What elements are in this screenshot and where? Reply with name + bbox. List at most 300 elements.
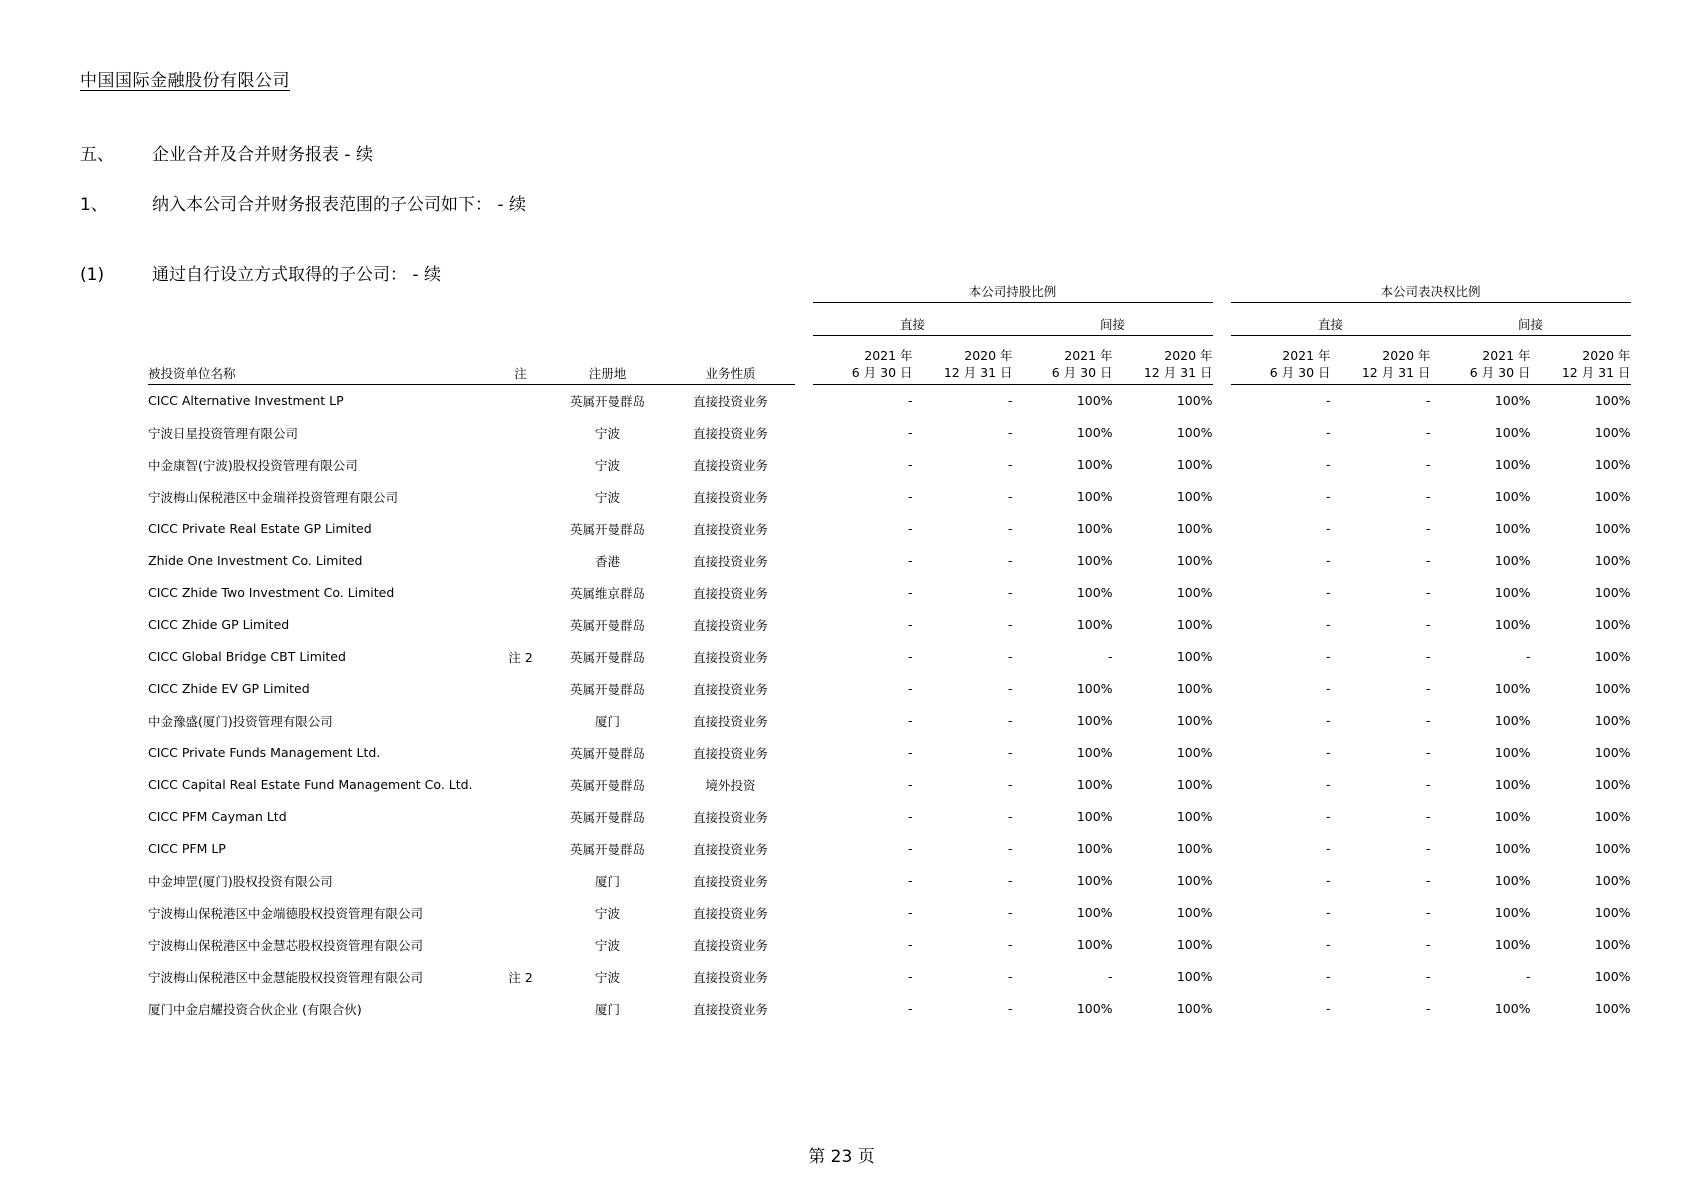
row-registration-place: 厦门 [595,1001,621,1017]
row-note [493,993,549,1025]
row-voting-value-1: - [1326,393,1331,409]
column-header-period-1-line2: 6 月 30 日 [851,364,913,380]
row-voting-value-4: 100% [1594,905,1631,921]
group-header-spacer-place [549,282,667,303]
subgroup-voting-indirect: 间接 [1431,315,1631,336]
row-business-nature: 直接投资业务 [693,1001,769,1017]
row-gap-2 [1213,481,1231,513]
row-voting-value-3: 100% [1494,457,1531,473]
row-gap-1 [795,897,813,929]
row-business-nature: 直接投资业务 [693,745,769,761]
row-voting-value-1: - [1326,681,1331,697]
row-shareholding-value-1: - [908,969,913,985]
table-row [148,545,1631,577]
row-voting-value-2: - [1426,457,1431,473]
row-voting-value-4: 100% [1594,745,1631,761]
row-shareholding-value-1: - [908,457,913,473]
column-header-period-4-line1: 2020 年 [1164,348,1213,363]
row-shareholding-value-2: - [1008,393,1013,409]
row-voting-value-2: - [1426,521,1431,537]
row-shareholding-value-1: - [908,809,913,825]
row-shareholding-value-2: - [1008,585,1013,601]
row-voting-value-3: - [1526,649,1531,665]
row-voting-value-4: 100% [1594,585,1631,601]
column-header-period-8 [1531,348,1631,384]
row-voting-value-2: - [1426,809,1431,825]
column-header-period-6-line1: 2020 年 [1382,348,1431,363]
section-heading-2 [80,190,526,215]
row-registration-place: 英属开曼群岛 [570,521,646,537]
row-registration-place: 英属开曼群岛 [570,617,646,633]
row-voting-value-2: - [1426,553,1431,569]
row-gap-1 [795,737,813,769]
row-shareholding-value-2: - [1008,937,1013,953]
row-gap-1 [795,865,813,897]
row-shareholding-value-2: - [1008,649,1013,665]
row-note [493,897,549,929]
row-shareholding-value-3: 100% [1076,585,1113,601]
row-entity-name: 厦门中金启耀投资合伙企业 (有限合伙) [148,1001,362,1017]
section-heading-3-number: (1) [80,265,105,285]
row-gap-2 [1213,417,1231,449]
row-voting-value-3: 100% [1494,393,1531,409]
row-note [493,384,549,417]
row-registration-place: 英属开曼群岛 [570,777,646,793]
row-business-nature: 境外投资 [705,777,756,793]
table-row [148,897,1631,929]
row-gap-2 [1213,449,1231,481]
column-header-period-5-line1: 2021 年 [1282,348,1331,363]
table-row [148,961,1631,993]
row-voting-value-3: 100% [1494,873,1531,889]
subgroup-spacer-name [148,315,493,336]
row-gap-1 [795,705,813,737]
row-entity-name: Zhide One Investment Co. Limited [148,553,363,569]
row-shareholding-value-3: 100% [1076,489,1113,505]
section-heading-3-text: 通过自行设立方式取得的子公司： - 续 [152,265,441,285]
row-entity-name: CICC PFM LP [148,841,226,857]
row-voting-value-3: 100% [1494,713,1531,729]
row-shareholding-value-3: 100% [1076,425,1113,441]
row-shareholding-value-3: 100% [1076,745,1113,761]
row-shareholding-value-3: - [1108,969,1113,985]
row-note [493,449,549,481]
row-business-nature: 直接投资业务 [693,457,769,473]
row-note [493,513,549,545]
subsidiaries-table [148,282,1631,1025]
row-shareholding-value-4: 100% [1176,777,1213,793]
row-voting-value-1: - [1326,425,1331,441]
row-registration-place: 英属开曼群岛 [570,841,646,857]
row-shareholding-value-2: - [1008,809,1013,825]
row-voting-value-1: - [1326,841,1331,857]
row-shareholding-value-3: 100% [1076,457,1113,473]
row-note [493,417,549,449]
column-header-period-5 [1231,348,1331,384]
row-entity-name: 宁波梅山保税港区中金端德股权投资管理有限公司 [148,905,424,921]
row-entity-name: 宁波梅山保税港区中金慧芯股权投资管理有限公司 [148,937,424,953]
section-heading-1-text: 企业合并及合并财务报表 - 续 [152,145,373,165]
row-note [493,801,549,833]
row-shareholding-value-2: - [1008,457,1013,473]
row-gap-2 [1213,609,1231,641]
row-entity-name: 中金豫盛(厦门)投资管理有限公司 [148,713,333,729]
row-business-nature: 直接投资业务 [693,809,769,825]
row-registration-place: 宁波 [595,489,621,505]
column-header-period-4-line2: 12 月 31 日 [1143,364,1213,380]
table-row [148,705,1631,737]
row-shareholding-value-2: - [1008,489,1013,505]
row-note [493,769,549,801]
row-shareholding-value-4: 100% [1176,905,1213,921]
row-gap-1 [795,545,813,577]
row-shareholding-value-4: 100% [1176,649,1213,665]
row-shareholding-value-1: - [908,713,913,729]
subgroup-header-row [148,315,1631,336]
row-shareholding-value-3: 100% [1076,809,1113,825]
row-voting-value-3: 100% [1494,809,1531,825]
subgroup-spacer-place [549,315,667,336]
column-header-period-6-line2: 12 月 31 日 [1361,364,1431,380]
row-gap-2 [1213,769,1231,801]
row-voting-value-1: - [1326,1001,1331,1017]
row-note: 注 2 [508,649,533,665]
row-gap-1 [795,769,813,801]
row-gap-2 [1213,961,1231,993]
row-voting-value-4: 100% [1594,777,1631,793]
group-header-voting: 本公司表决权比例 [1231,282,1631,303]
row-voting-value-1: - [1326,649,1331,665]
subgroup-voting-direct: 直接 [1231,315,1431,336]
group-header-gap-2 [1213,282,1231,303]
row-business-nature: 直接投资业务 [693,393,769,409]
row-entity-name: CICC PFM Cayman Ltd [148,809,287,825]
row-business-nature: 直接投资业务 [693,873,769,889]
row-shareholding-value-1: - [908,873,913,889]
row-shareholding-value-1: - [908,521,913,537]
column-header-period-8-line2: 12 月 31 日 [1561,364,1631,380]
row-shareholding-value-3: 100% [1076,713,1113,729]
row-voting-value-1: - [1326,585,1331,601]
row-shareholding-value-3: 100% [1076,873,1113,889]
row-voting-value-3: 100% [1494,425,1531,441]
row-shareholding-value-3: - [1108,649,1113,665]
row-voting-value-4: 100% [1594,1001,1631,1017]
column-header-gap-2 [1213,348,1231,384]
row-shareholding-value-3: 100% [1076,393,1113,409]
row-voting-value-4: 100% [1594,873,1631,889]
column-header-name: 被投资单位名称 [148,348,493,384]
row-voting-value-4: 100% [1594,969,1631,985]
row-voting-value-2: - [1426,713,1431,729]
row-shareholding-value-4: 100% [1176,745,1213,761]
row-entity-name: CICC Zhide EV GP Limited [148,681,310,697]
row-business-nature: 直接投资业务 [693,649,769,665]
table-row [148,577,1631,609]
row-registration-place: 英属开曼群岛 [570,649,646,665]
row-gap-1 [795,384,813,417]
row-shareholding-value-4: 100% [1176,489,1213,505]
subgroup-spacer-row [148,336,1631,349]
row-voting-value-4: 100% [1594,489,1631,505]
page-number: 第 23 页 [808,1147,875,1167]
table-row [148,449,1631,481]
row-business-nature: 直接投资业务 [693,905,769,921]
row-business-nature: 直接投资业务 [693,521,769,537]
column-header-period-4 [1113,348,1213,384]
row-voting-value-3: 100% [1494,553,1531,569]
row-voting-value-3: 100% [1494,1001,1531,1017]
row-note [493,481,549,513]
row-shareholding-value-4: 100% [1176,681,1213,697]
row-voting-value-2: - [1426,905,1431,921]
row-note [493,609,549,641]
row-shareholding-value-2: - [1008,777,1013,793]
row-voting-value-3: 100% [1494,489,1531,505]
row-entity-name: CICC Zhide GP Limited [148,617,290,633]
row-shareholding-value-3: 100% [1076,1001,1113,1017]
row-shareholding-value-1: - [908,425,913,441]
table-row [148,769,1631,801]
row-gap-2 [1213,641,1231,673]
row-note: 注 2 [508,969,533,985]
table-row [148,641,1631,673]
row-shareholding-value-4: 100% [1176,873,1213,889]
row-shareholding-value-2: - [1008,553,1013,569]
row-voting-value-4: 100% [1594,937,1631,953]
row-gap-1 [795,673,813,705]
row-voting-value-1: - [1326,489,1331,505]
row-shareholding-value-3: 100% [1076,937,1113,953]
group-header-spacer-name [148,282,493,303]
row-voting-value-2: - [1426,937,1431,953]
row-business-nature: 直接投资业务 [693,585,769,601]
row-note [493,577,549,609]
subgroup-gap-2 [1213,315,1231,336]
row-shareholding-value-2: - [1008,713,1013,729]
row-business-nature: 直接投资业务 [693,969,769,985]
row-voting-value-1: - [1326,457,1331,473]
row-voting-value-2: - [1426,873,1431,889]
subgroup-gap-1 [795,315,813,336]
row-shareholding-value-4: 100% [1176,841,1213,857]
row-gap-1 [795,833,813,865]
row-voting-value-2: - [1426,425,1431,441]
row-shareholding-value-1: - [908,489,913,505]
row-voting-value-3: 100% [1494,521,1531,537]
row-voting-value-2: - [1426,649,1431,665]
subgroup-spacer-cell [148,336,1631,349]
row-entity-name: CICC Global Bridge CBT Limited [148,649,346,665]
row-registration-place: 厦门 [595,873,621,889]
row-shareholding-value-2: - [1008,905,1013,921]
row-shareholding-value-4: 100% [1176,1001,1213,1017]
row-business-nature: 直接投资业务 [693,937,769,953]
row-shareholding-value-3: 100% [1076,841,1113,857]
row-gap-1 [795,577,813,609]
row-voting-value-3: 100% [1494,617,1531,633]
row-registration-place: 宁波 [595,905,621,921]
column-header-period-3-line1: 2021 年 [1064,348,1113,363]
row-voting-value-4: 100% [1594,681,1631,697]
row-business-nature: 直接投资业务 [693,841,769,857]
column-header-place: 注册地 [549,348,667,384]
row-voting-value-4: 100% [1594,841,1631,857]
row-shareholding-value-1: - [908,585,913,601]
row-gap-1 [795,993,813,1025]
row-business-nature: 直接投资业务 [693,617,769,633]
row-business-nature: 直接投资业务 [693,553,769,569]
row-shareholding-value-4: 100% [1176,585,1213,601]
row-shareholding-value-4: 100% [1176,393,1213,409]
table-row [148,833,1631,865]
row-voting-value-4: 100% [1594,393,1631,409]
row-registration-place: 宁波 [595,937,621,953]
column-header-note: 注 [493,348,549,384]
row-voting-value-1: - [1326,553,1331,569]
column-header-period-7-line2: 6 月 30 日 [1469,364,1531,380]
row-shareholding-value-4: 100% [1176,809,1213,825]
row-shareholding-value-3: 100% [1076,521,1113,537]
row-gap-2 [1213,865,1231,897]
row-voting-value-4: 100% [1594,553,1631,569]
row-shareholding-value-4: 100% [1176,553,1213,569]
row-voting-value-1: - [1326,937,1331,953]
row-voting-value-2: - [1426,681,1431,697]
section-heading-2-number: 1、 [80,195,108,215]
row-shareholding-value-4: 100% [1176,969,1213,985]
row-registration-place: 厦门 [595,713,621,729]
row-shareholding-value-1: - [908,681,913,697]
row-shareholding-value-2: - [1008,521,1013,537]
row-voting-value-1: - [1326,713,1331,729]
row-shareholding-value-3: 100% [1076,681,1113,697]
row-gap-2 [1213,801,1231,833]
row-registration-place: 宁波 [595,425,621,441]
row-voting-value-3: 100% [1494,905,1531,921]
row-registration-place: 英属维京群岛 [570,585,646,601]
table-row [148,865,1631,897]
row-entity-name: 宁波梅山保税港区中金慧能股权投资管理有限公司 [148,969,424,985]
row-entity-name: CICC Alternative Investment LP [148,393,344,409]
table-row [148,801,1631,833]
row-voting-value-4: 100% [1594,457,1631,473]
table-row [148,513,1631,545]
table-row [148,929,1631,961]
row-shareholding-value-2: - [1008,841,1013,857]
row-voting-value-1: - [1326,969,1331,985]
row-shareholding-value-1: - [908,841,913,857]
row-gap-2 [1213,384,1231,417]
table-row [148,417,1631,449]
row-gap-1 [795,417,813,449]
row-entity-name: 中金康智(宁波)股权投资管理有限公司 [148,457,358,473]
row-shareholding-value-2: - [1008,969,1013,985]
row-shareholding-value-1: - [908,553,913,569]
row-gap-2 [1213,705,1231,737]
row-note [493,929,549,961]
row-shareholding-value-2: - [1008,425,1013,441]
row-voting-value-2: - [1426,393,1431,409]
row-voting-value-4: 100% [1594,649,1631,665]
row-shareholding-value-4: 100% [1176,521,1213,537]
column-header-period-5-line2: 6 月 30 日 [1269,364,1331,380]
row-business-nature: 直接投资业务 [693,425,769,441]
row-business-nature: 直接投资业务 [693,681,769,697]
row-entity-name: 宁波日星投资管理有限公司 [148,425,299,441]
group-header-spacer-note [493,282,549,303]
row-shareholding-value-3: 100% [1076,905,1113,921]
table-row [148,737,1631,769]
group-header-spacer-business [667,282,795,303]
row-registration-place: 英属开曼群岛 [570,681,646,697]
row-shareholding-value-1: - [908,745,913,761]
row-voting-value-1: - [1326,905,1331,921]
row-gap-1 [795,801,813,833]
row-note [493,865,549,897]
row-note [493,673,549,705]
table-body [148,384,1631,1025]
row-gap-1 [795,513,813,545]
column-header-period-1-line1: 2021 年 [864,348,913,363]
column-header-period-3-line2: 6 月 30 日 [1051,364,1113,380]
column-header-period-3 [1013,348,1113,384]
row-shareholding-value-3: 100% [1076,617,1113,633]
column-header-gap-1 [795,348,813,384]
row-shareholding-value-4: 100% [1176,425,1213,441]
row-shareholding-value-2: - [1008,1001,1013,1017]
row-business-nature: 直接投资业务 [693,489,769,505]
row-voting-value-3: 100% [1494,777,1531,793]
row-gap-2 [1213,513,1231,545]
row-voting-value-4: 100% [1594,809,1631,825]
row-voting-value-3: 100% [1494,937,1531,953]
column-header-period-2-line1: 2020 年 [964,348,1013,363]
subgroup-spacer-business [667,315,795,336]
column-header-period-2 [913,348,1013,384]
table-row [148,673,1631,705]
row-voting-value-2: - [1426,969,1431,985]
group-header-gap-1 [795,282,813,303]
row-voting-value-2: - [1426,489,1431,505]
row-voting-value-3: - [1526,969,1531,985]
row-voting-value-1: - [1326,745,1331,761]
row-gap-2 [1213,897,1231,929]
subgroup-shareholding-direct: 直接 [813,315,1013,336]
row-gap-2 [1213,833,1231,865]
row-entity-name: CICC Capital Real Estate Fund Management Co. Ltd. [148,777,473,793]
row-registration-place: 英属开曼群岛 [570,393,646,409]
row-gap-2 [1213,545,1231,577]
row-shareholding-value-1: - [908,1001,913,1017]
group-header-spacer-row [148,303,1631,316]
row-shareholding-value-2: - [1008,681,1013,697]
row-gap-1 [795,449,813,481]
row-shareholding-value-1: - [908,393,913,409]
row-shareholding-value-2: - [1008,617,1013,633]
row-note [493,705,549,737]
row-registration-place: 宁波 [595,457,621,473]
row-shareholding-value-1: - [908,777,913,793]
row-gap-2 [1213,737,1231,769]
row-shareholding-value-3: 100% [1076,777,1113,793]
row-shareholding-value-4: 100% [1176,457,1213,473]
column-header-period-7-line1: 2021 年 [1482,348,1531,363]
row-business-nature: 直接投资业务 [693,713,769,729]
section-heading-1-number: 五、 [80,145,114,165]
column-header-period-1 [813,348,913,384]
table-row [148,609,1631,641]
